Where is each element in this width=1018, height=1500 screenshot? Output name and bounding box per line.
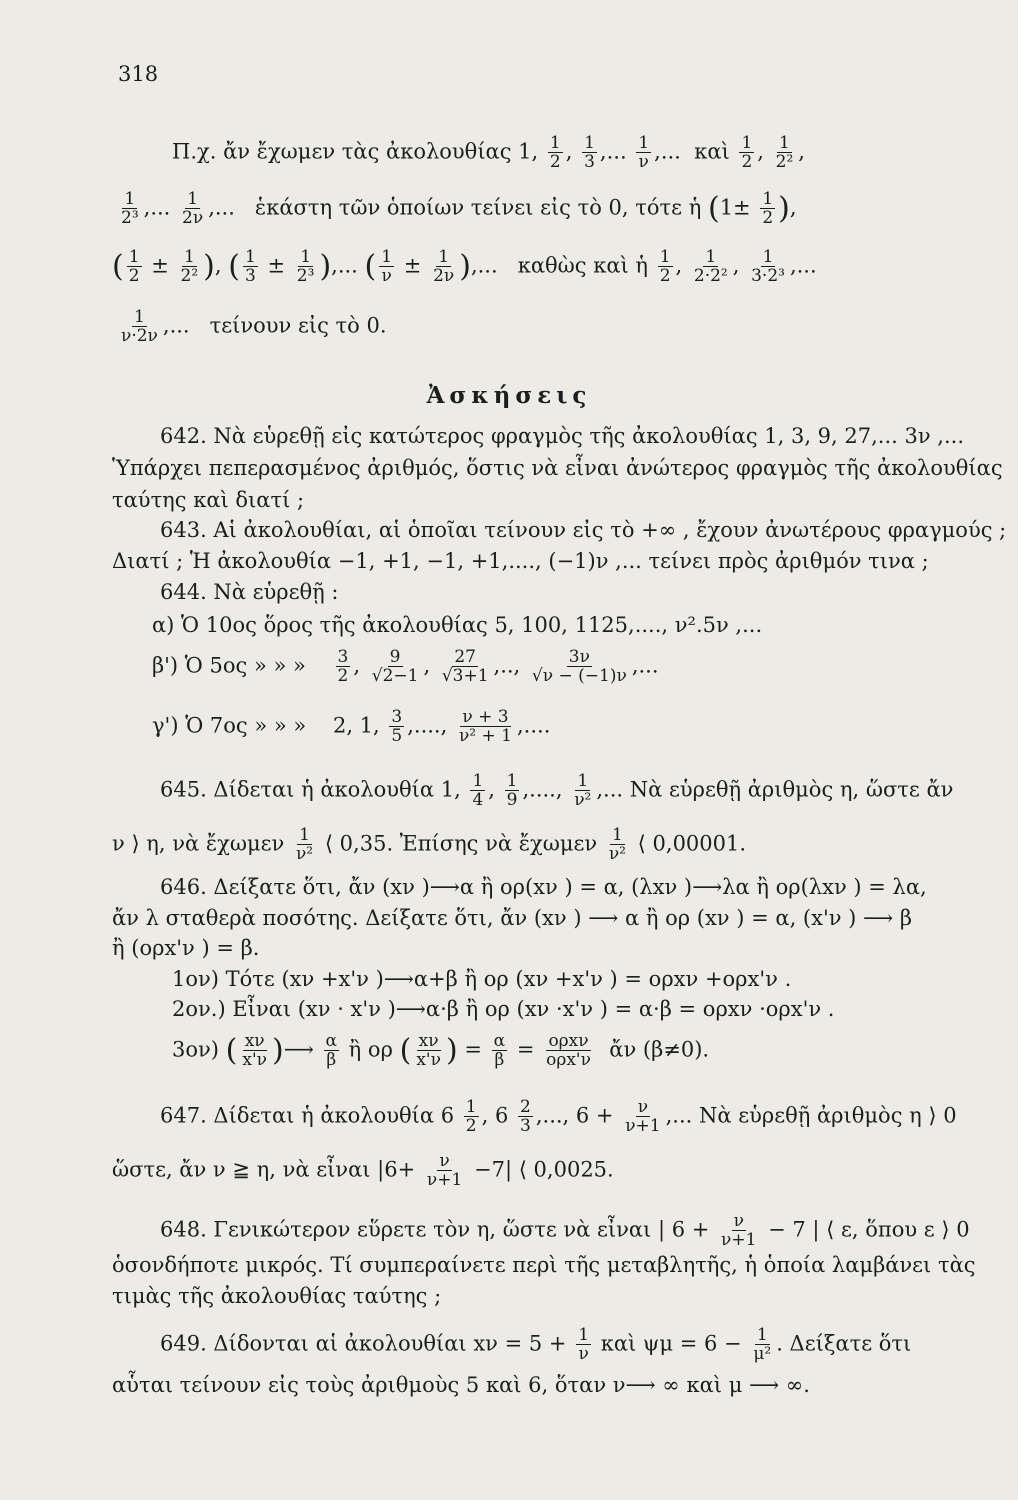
fraction: $\frac{1}{\nu}$ <box>638 133 650 173</box>
ex646-step-1: 1ον) Τότε (xν +x'ν )⟶α+β ἢ ορ (xν +x'ν ) = ορxν +ορx'ν . <box>172 967 792 991</box>
ex646-line-2: ἄν λ σταθερὰ ποσότης. Δείξατε ὅτι, ἄν (xν ) ⟶ α ἢ ορ (xν ) = α, (x'ν ) ⟶ β <box>112 906 912 930</box>
ex647-line-2: ὥστε, ἄν ν ≧ η, νὰ εἶναι |6+ $\frac{\nu}{\nu+1}$ −7| ⟨ 0,0025. <box>112 1151 614 1191</box>
page-number: 318 <box>118 62 159 86</box>
ex642-line-2: Ὑπάρχει πεπερασμένος ἀριθμός, ὅστις νὰ εἶναι ἀνώτερος φραγμὸς τῆς ἀκολουθίας <box>112 456 1003 480</box>
ex648-line-2: ὁσονδήποτε μικρός. Τί συμπεραίνετε περὶ τῆς μεταβλητῆς, ἡ ὁποία λαμβάνει τὰς <box>112 1253 976 1277</box>
ex644-a: α) Ὁ 10ος ὅρος τῆς ἀκολουθίας 5, 100, 1125,...., ν².5ν ,... <box>152 613 763 637</box>
fraction: $\frac{1}{2\nu}$ <box>182 189 204 229</box>
ex646-step-2: 2ον.) Εἶναι (xν · x'ν )⟶α·β ἢ ορ (xν ·x'ν ) = α·β = ορxν ·ορx'ν . <box>172 997 835 1021</box>
ex643-line-1: 643. Αἱ ἀκολουθίαι, αἱ ὁποῖαι τείνουν εἰς τὸ +∞ , ἔχουν ἀνωτέρους φραγμούς ; <box>160 518 1007 542</box>
ex648-line-1: 648. Γενικώτερον εὕρετε τὸν η, ὥστε νὰ εἶναι | 6 + $\frac{\nu}{\nu+1}$ − 7 | ⟨ ε, ὅπου ε ⟩ 0 <box>160 1211 970 1251</box>
fraction: $\frac{1}{2}$ <box>762 189 774 229</box>
ex644-b: β') Ὁ 5ος » » » $\frac{3}{2}$ , $\frac{9}{√2-1}$ , $\frac{27}{√3+1}$ ,.., $\frac{3\nu}{√\nu - (-1)\nu}$ ,... <box>152 647 659 687</box>
ex642-line-1: 642. Νὰ εὑρεθῇ εἰς κατώτερος φραγμὸς τῆς ἀκολουθίας 1, 3, 9, 27,... 3ν ,... <box>160 424 964 448</box>
intro-line-1: Π.χ. ἄν ἔχωμεν τὰς ἀκολουθίας 1, $\frac{1}{2}$ , $\frac{1}{3}$ ,... $\frac{1}{\nu}$ ,... καὶ $\frac{1}{2}$ , $\frac{1}{\text{2²}}$ , <box>172 133 805 173</box>
ex649-line-2: αὗται τείνουν εἰς τοὺς ἀριθμοὺς 5 καὶ 6, ὅταν ν⟶ ∞ καὶ μ ⟶ ∞. <box>112 1373 810 1397</box>
ex648-line-3: τιμὰς τῆς ἀκολουθίας ταύτης ; <box>112 1284 442 1308</box>
ex647-line-1: 647. Δίδεται ἡ ἀκολουθία 6 $\frac{1}{2}$ , 6 $\frac{2}{3}$ ,..., 6 + $\frac{\nu}{\nu+1}$ ,... Νὰ εὑρεθῇ ἀριθμὸς η ⟩ 0 <box>160 1097 957 1137</box>
intro-line-4: $\frac{1}{\nu\cdot 2\nu}$ ,... τείνουν εἰς τὸ 0. <box>121 307 387 347</box>
intro-text: Π.χ. ἄν ἔχωμεν τὰς ἀκολουθίας 1, <box>172 139 539 164</box>
ex644-c: γ') Ὁ 7ος » » » 2, 1, $\frac{3}{5}$ ,...., $\frac{\nu + 3}{\text{ν² + 1}}$ ,.... <box>152 707 551 747</box>
ex646-line-3: ἢ (ορx'ν ) = β. <box>112 936 260 960</box>
ex646-line-1: 646. Δείξατε ὅτι, ἄν (xν )⟶α ἢ ορ(xν ) = α, (λxν )⟶λα ἢ ορ(λxν ) = λα, <box>160 875 927 899</box>
fraction: $\frac{1}{2}$ <box>741 133 753 173</box>
fraction: $\frac{1}{\text{2³}}$ <box>121 189 139 229</box>
ex649-line-1: 649. Δίδονται αἱ ἀκολουθίαι xν = 5 + $\frac{1}{\nu}$ καὶ ψμ = 6 − $\frac{1}{\text{μ²}}$ . Δείξατε ὅτι <box>160 1325 912 1365</box>
ex643-line-2: Διατί ; Ἡ ἀκολουθία −1, +1, −1, +1,...., (−1)ν ,... τείνει πρὸς ἀριθμόν τινα ; <box>112 549 929 573</box>
ex642-line-3: ταύτης καὶ διατί ; <box>112 488 305 512</box>
section-heading: Ἀσκήσεις <box>426 382 592 409</box>
fraction: $\frac{1}{\text{2²}}$ <box>775 133 794 173</box>
fraction: $\frac{1}{2}$ <box>549 133 561 173</box>
intro-line-3: ( $\frac{1}{2}$ ± $\frac{1}{\text{2²}}$ ), ( $\frac{1}{3}$ ± $\frac{1}{\text{2³}}$ ),... ( $\frac{1}{\nu}$ ± $\frac{1}{2\nu}$ ),... καθὼς καὶ ἡ $\frac{1}{2}$ , $\frac{1}{\text{2·2²}}$ , $\frac{1}{\text{3·2³}}$ ,... <box>112 247 817 287</box>
ex644-line-1: 644. Νὰ εὑρεθῇ : <box>160 580 339 604</box>
ex646-step-3: 3ον) ( $\frac{x\nu}{x'\nu}$ )⟶ $\frac{\alpha}{\beta}$ ἢ ορ ( $\frac{x\nu}{x'\nu}$ ) = $\frac{\alpha}{\beta}$ = $\frac{\text{ορxν}}{\text{ορx'ν}}$ ἄν (β≠0). <box>172 1031 710 1071</box>
fraction: $\frac{1}{3}$ <box>584 133 595 173</box>
intro-line-2: $\frac{1}{\text{2³}}$ ,... $\frac{1}{2\nu}$ ,... ἑκάστη τῶν ὁποίων τείνει εἰς τὸ 0, τότε ἡ (1± $\frac{1}{2}$ ), <box>121 189 797 229</box>
ex645-line-2: ν ⟩ η, νὰ ἔχωμεν $\frac{1}{\text{ν²}}$ ⟨ 0,35. Ἐπίσης νὰ ἔχωμεν $\frac{1}{\text{ν²}}$ ⟨ 0,00001. <box>112 825 747 865</box>
ex645-line-1: 645. Δίδεται ἡ ἀκολουθία 1, $\frac{1}{4}$ , $\frac{1}{9}$ ,...., $\frac{1}{\text{ν²}}$ ,... Νὰ εὑρεθῇ ἀριθμὸς η, ὥστε ἄν <box>160 771 954 811</box>
